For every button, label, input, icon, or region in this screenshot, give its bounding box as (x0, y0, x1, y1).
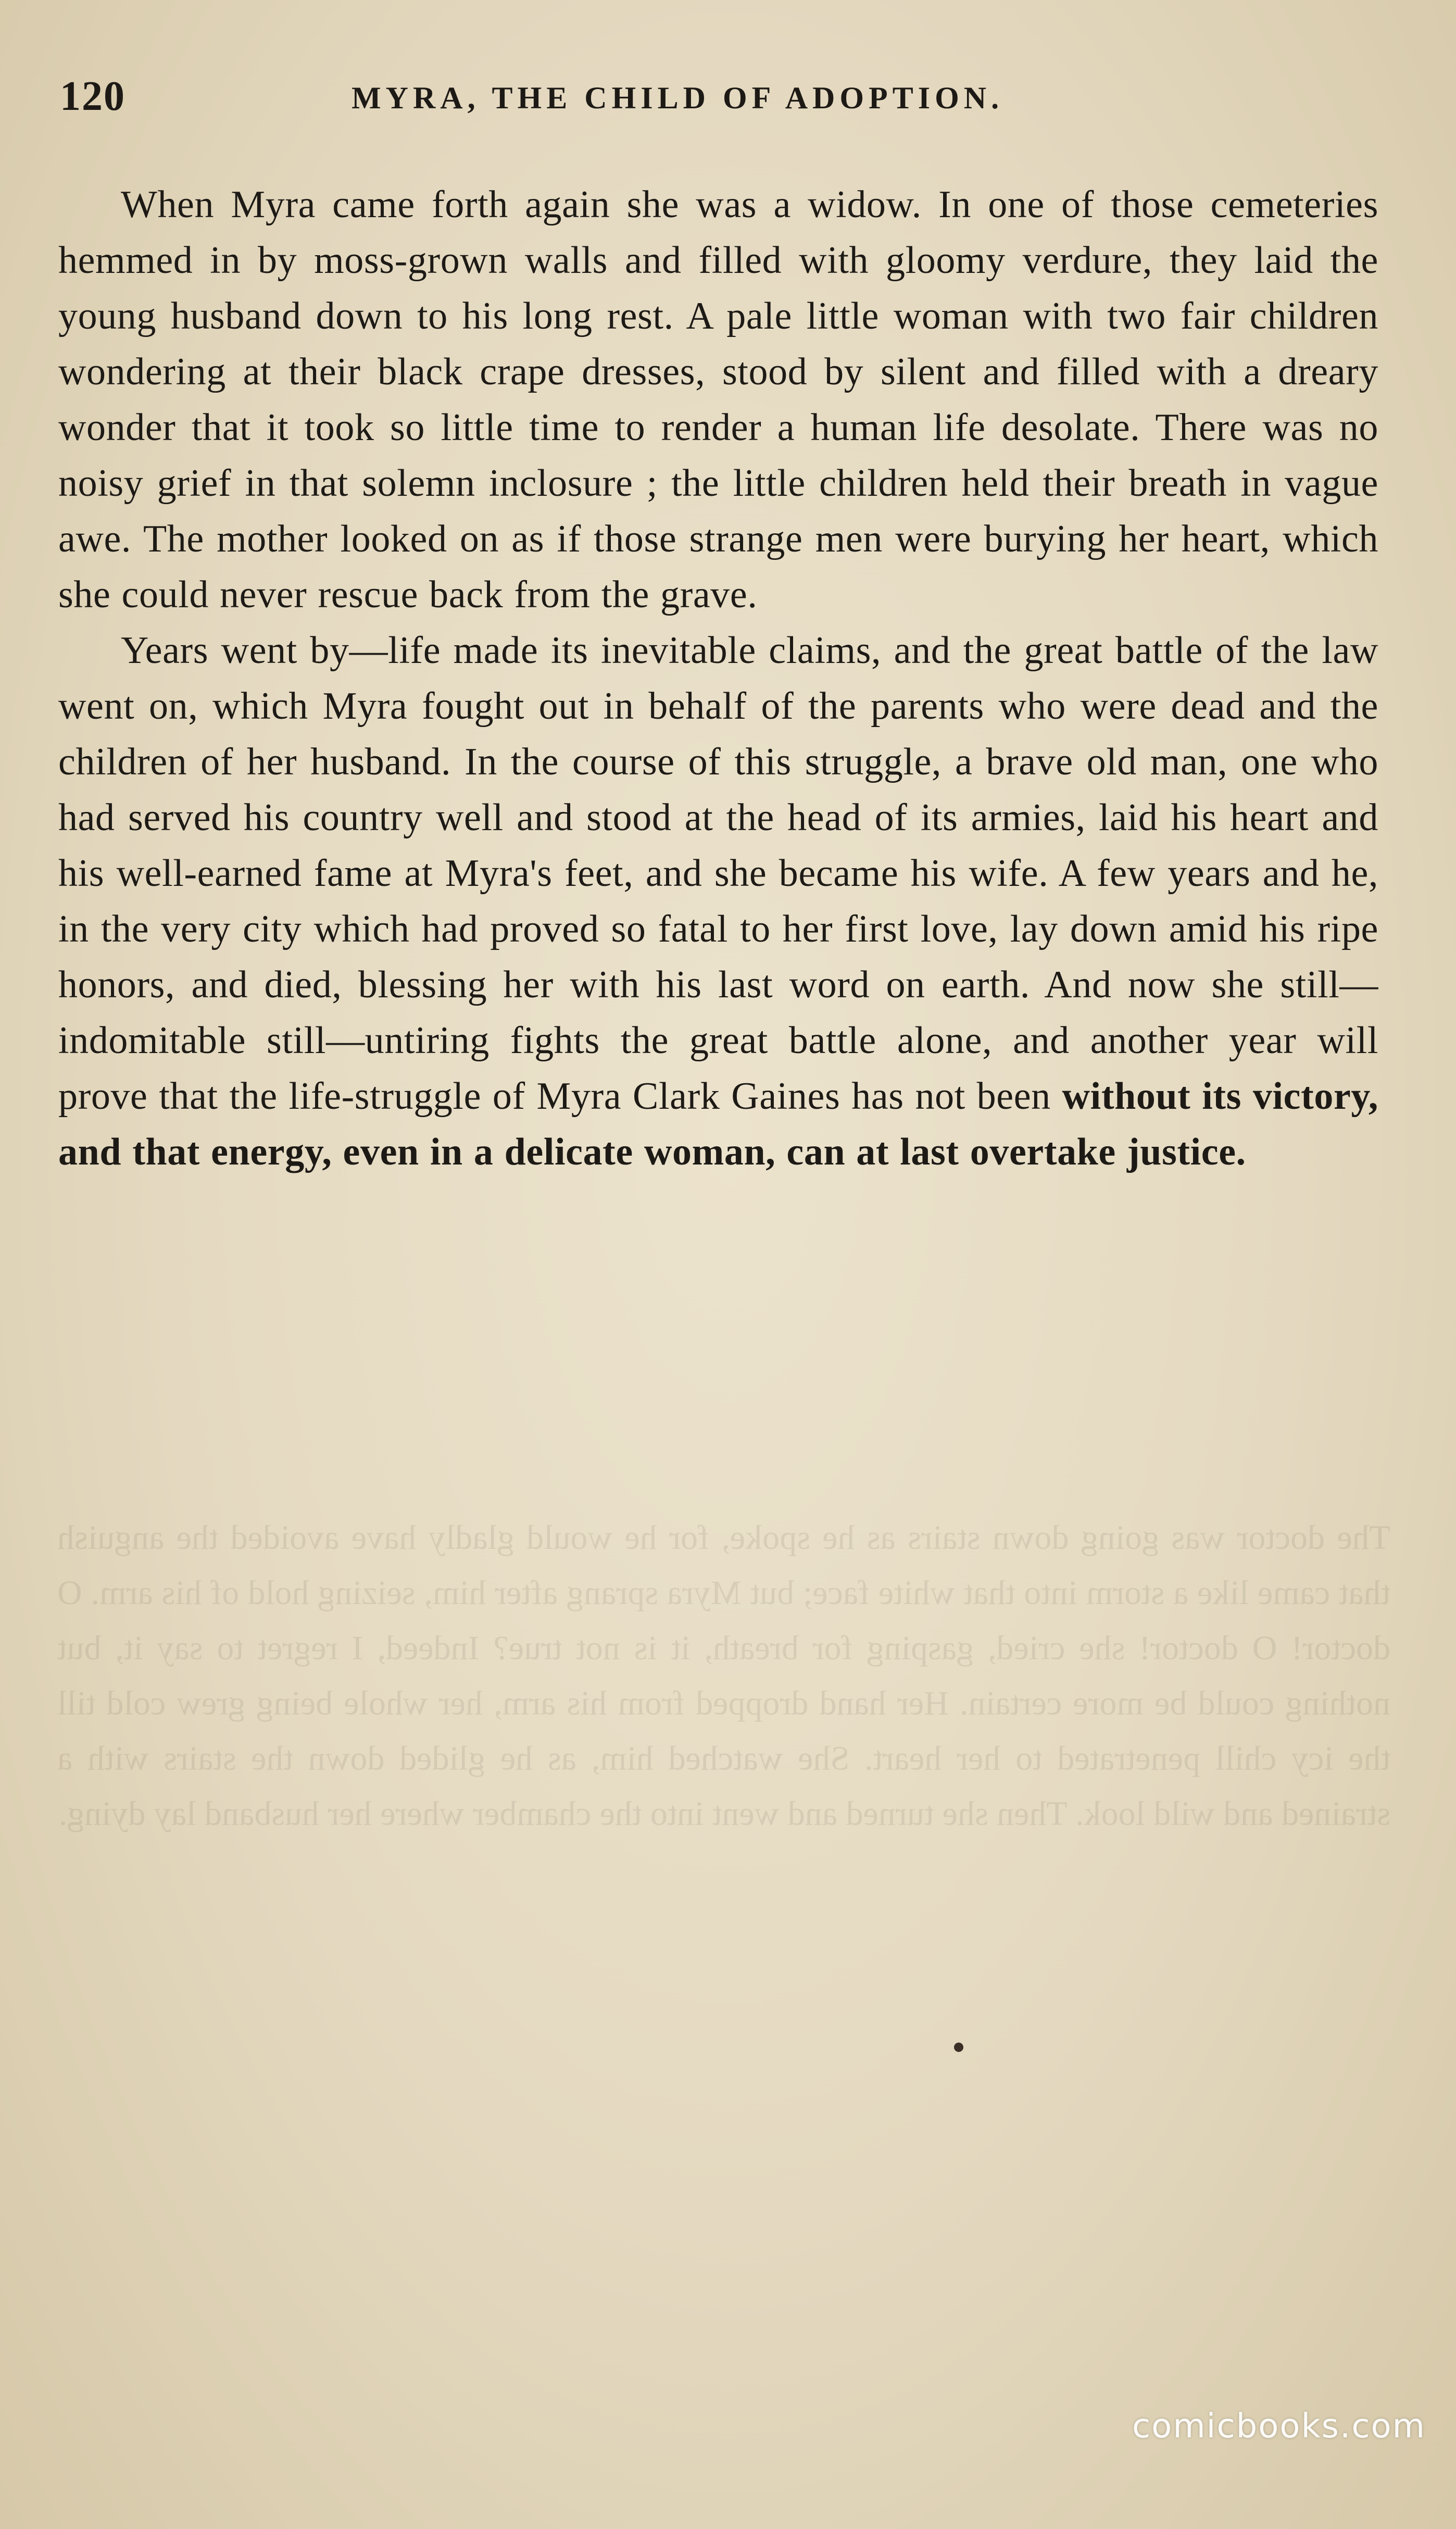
running-title: MYRA, THE CHILD OF ADOPTION. (352, 81, 1004, 115)
running-head (60, 73, 1373, 130)
ink-speck (954, 2043, 963, 2052)
page-number: 120 (60, 73, 125, 119)
paragraph-years-went-by (58, 623, 1378, 1180)
watermark: comicbooks.com (1132, 2407, 1426, 2446)
body-text (58, 177, 1378, 1180)
paragraph-widow: When Myra came forth again she was a widow. In one of those cemeteries hemmed in by moss-grown walls and filled with gloomy verdure, they laid the young husband down to his long rest. A pale little woman with two fair children wondering at their black crape dresses, stood by silent and filled with a dreary wonder that it took so little time to render a human life desolate. There was no noisy grief in that solemn inclosure ; the little children held their breath in vague awe. The mother looked on as if those strange men were burying her heart, which she could never rescue back from the grave. (58, 183, 1378, 616)
paragraph-years-went-by-text: Years went by—life made its inevitable claims, and the great battle of the law went on, which Myra fought out in behalf of the parents who were dead and the children of her husband. In the course of this struggle, a brave old man, one who had served his country well and stood at the head of its armies, laid his heart and his well-earned fame at Myra's feet, and she became his wife. A few years and he, in the very city which had proved so fatal to her first love, lay down amid his ripe honors, and died, blessing her with his last word on earth. And now she still—indomitable still—untiring fights the great battle alone, and another year will prove that the life-struggle of Myra Clark Gaines has not been (58, 629, 1378, 1118)
reverse-side-bleed-through: The doctor was going down stairs as he spoke, for he would gladly have avoided the anguish that came like a storm into that white face; but Myra sprang after him, seizing hold of his arm. O doctor! O doctor! she cried, gasping for breath, it is not true? Indeed, I regret to say it, but nothing could be more certain. Her hand dropped from his arm, her whole being grew cold till the icy chill penetrated to her heart. She watched him, as he glided down the stairs with a strained and wild look. Then she turned and went into the chamber where her husband lay dying. (57, 1519, 1390, 1833)
paragraph-closing-text: without its victory, and that energy, even in a delicate woman, can at last overtake justice. (58, 1075, 1379, 1173)
